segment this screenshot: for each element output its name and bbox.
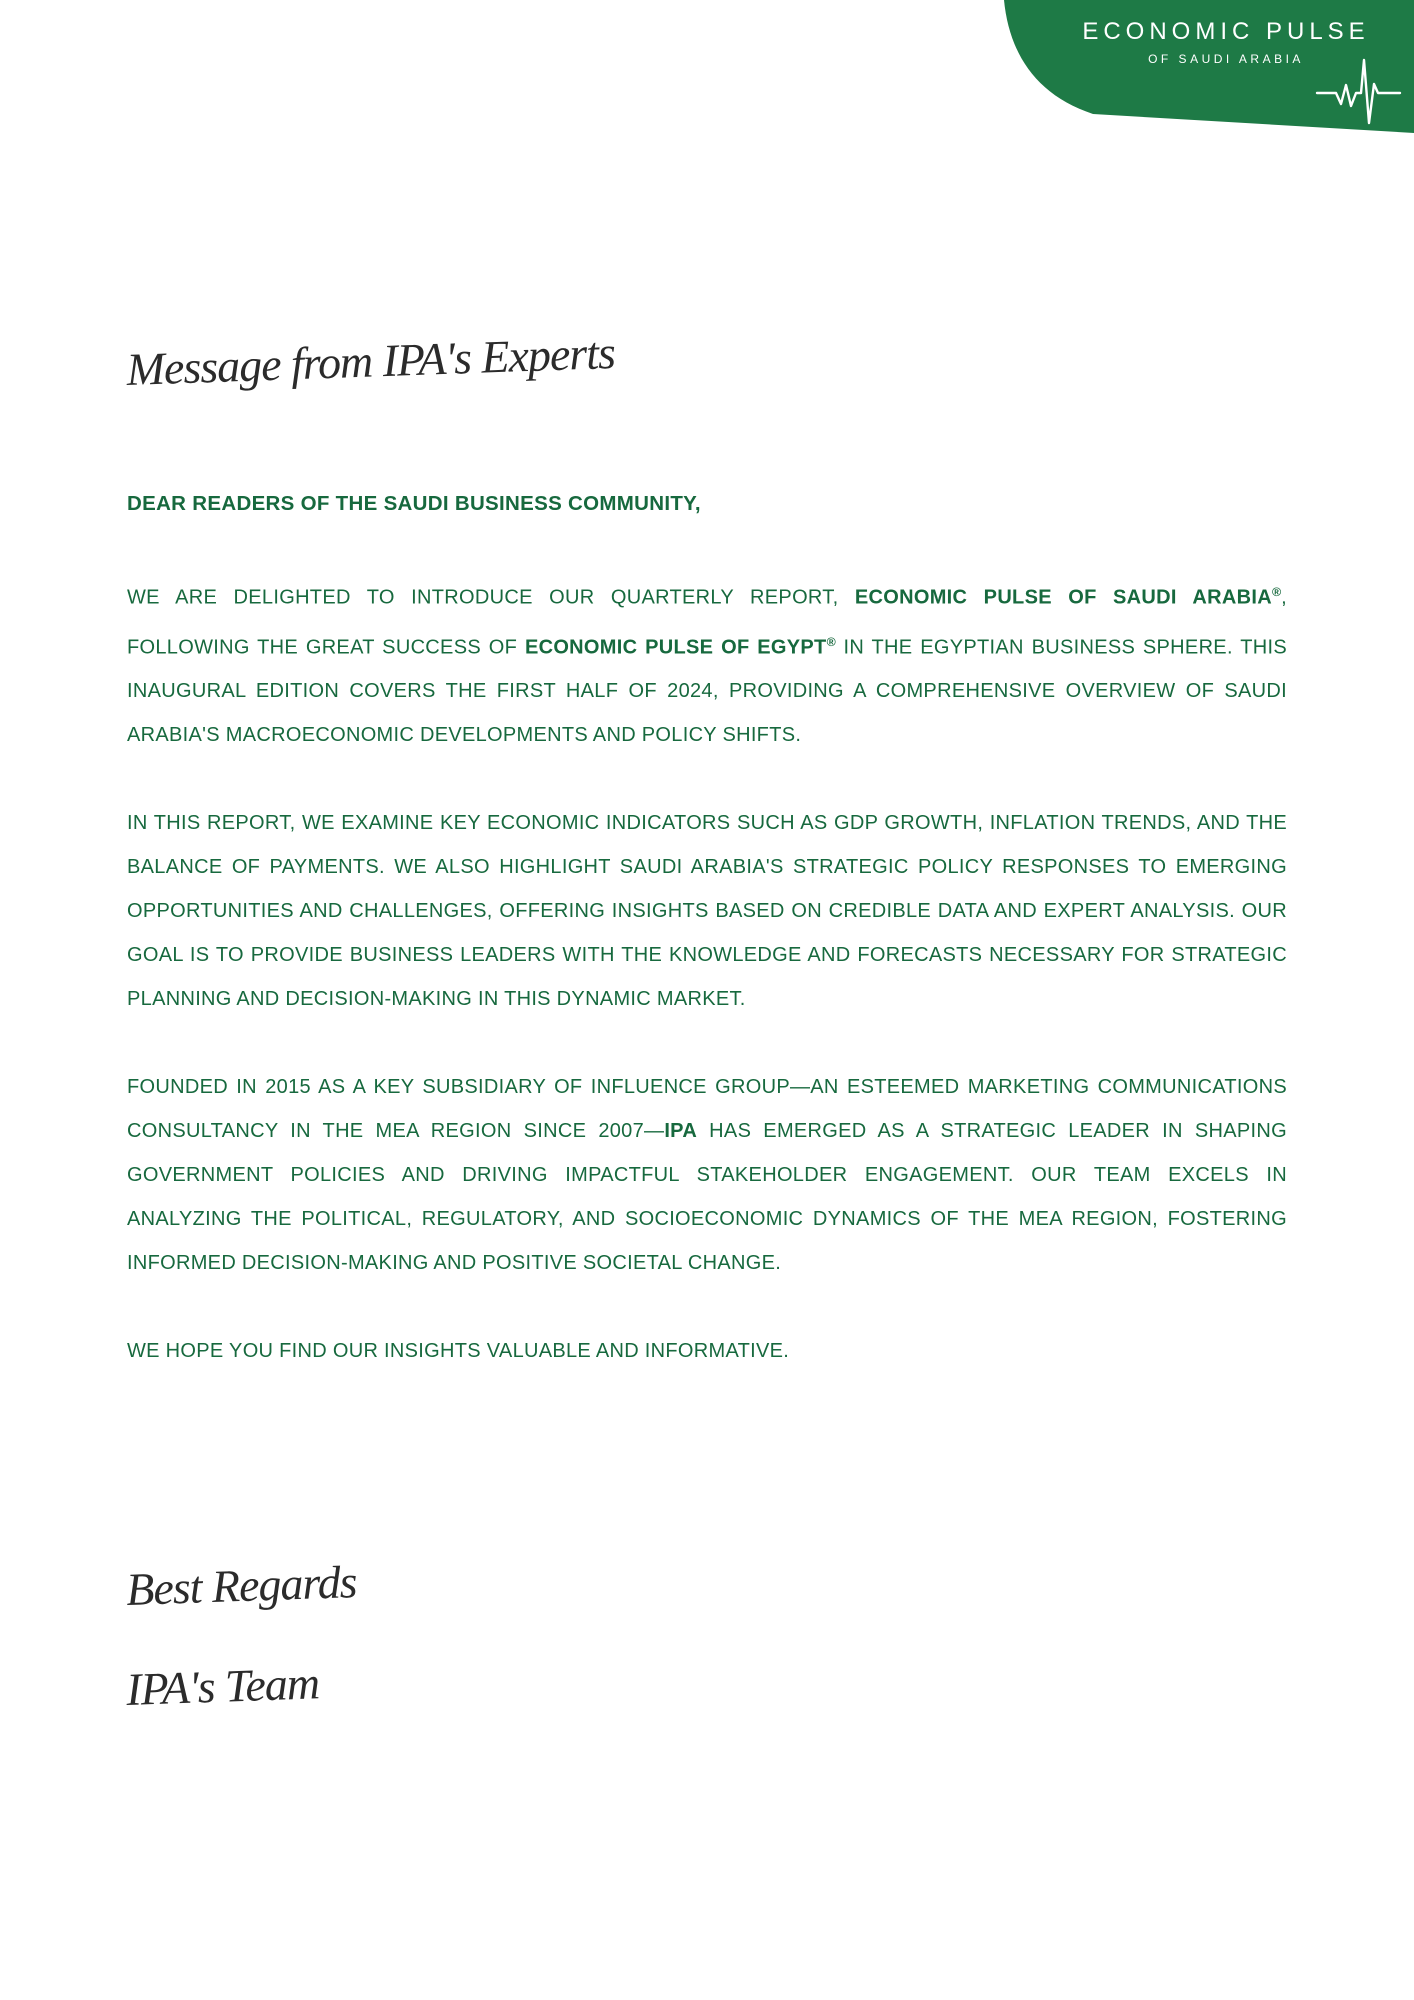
registered-mark-icon: ® (1272, 585, 1282, 599)
paragraph-text: WE ARE DELIGHTED TO INTRODUCE OUR QUARTERLY REPORT, (127, 586, 855, 609)
registered-mark-icon: ® (826, 634, 836, 649)
brand-badge (990, 0, 1414, 140)
badge-title: ECONOMIC PULSE (1082, 18, 1370, 45)
bold-report-name: ECONOMIC PULSE OF SAUDI ARABIA (854, 586, 1272, 609)
greeting-line: DEAR READERS OF THE SAUDI BUSINESS COMMUNITY, (127, 492, 701, 515)
signature-team: IPA's Team (125, 1657, 320, 1716)
badge-subtitle: OF SAUDI ARABIA (1148, 52, 1304, 66)
paragraph-text: IN THE EGYPTIAN BUSINESS SPHERE. THIS INAUGURAL EDITION COVERS THE FIRST HALF OF 2024, PROVIDING A COMPREHENSIVE OVERVIEW OF SAUDI ARABIA'S MACROECONOMIC DEVELOPMENTS AND POLICY SHIFTS. (127, 636, 1287, 747)
letter-body (127, 482, 1287, 1373)
paragraph-3 (127, 1065, 1287, 1285)
bold-report-name: ECONOMIC PULSE OF EGYPT (524, 636, 827, 659)
signature-block (125, 1540, 358, 1740)
paragraph-text: HAS EMERGED AS A STRATEGIC LEADER IN SHAPING GOVERNMENT POLICIES AND DRIVING IMPACTFUL STAKEHOLDER ENGAGEMENT. OUR TEAM EXCELS IN ANALYZING THE POLITICAL, REGULATORY, AND SOCIOECONOMIC DYNAMICS OF THE MEA REGION, FOSTERING INFORMED DECISION-MAKING AND POSITIVE SOCIETAL CHANGE. (127, 1120, 1287, 1275)
paragraph-text: , FOLLOWING THE GREAT SUCCESS OF (127, 586, 1287, 659)
paragraph-1 (127, 570, 1287, 757)
paragraph-text: FOUNDED IN 2015 AS A KEY SUBSIDIARY OF INFLUENCE GROUP—AN ESTEEMED MARKETING COMMUNICATIONS CONSULTANCY IN THE MEA REGION SINCE 2007— (127, 1076, 1287, 1143)
page-title-script: Message from IPA's Experts (125, 326, 616, 396)
paragraph-4: WE HOPE YOU FIND OUR INSIGHTS VALUABLE AND INFORMATIVE. (127, 1340, 790, 1363)
paragraph-2: IN THIS REPORT, WE EXAMINE KEY ECONOMIC INDICATORS SUCH AS GDP GROWTH, INFLATION TRENDS, AND THE BALANCE OF PAYMENTS. WE ALSO HIGHLIGHT SAUDI ARABIA'S STRATEGIC POLICY RESPONSES TO EMERGING OPPORTUNITIES AND CHALLENGES, OFFERING INSIGHTS BASED ON CREDIBLE DATA AND EXPERT ANALYSIS. OUR GOAL IS TO PROVIDE BUSINESS LEADERS WITH THE KNOWLEDGE AND FORECASTS NECESSARY FOR STRATEGIC PLANNING AND DECISION-MAKING IN THIS DYNAMIC MARKET. (127, 812, 1287, 1011)
bold-ipa: IPA (664, 1120, 698, 1143)
signature-regards: Best Regards (125, 1556, 358, 1616)
